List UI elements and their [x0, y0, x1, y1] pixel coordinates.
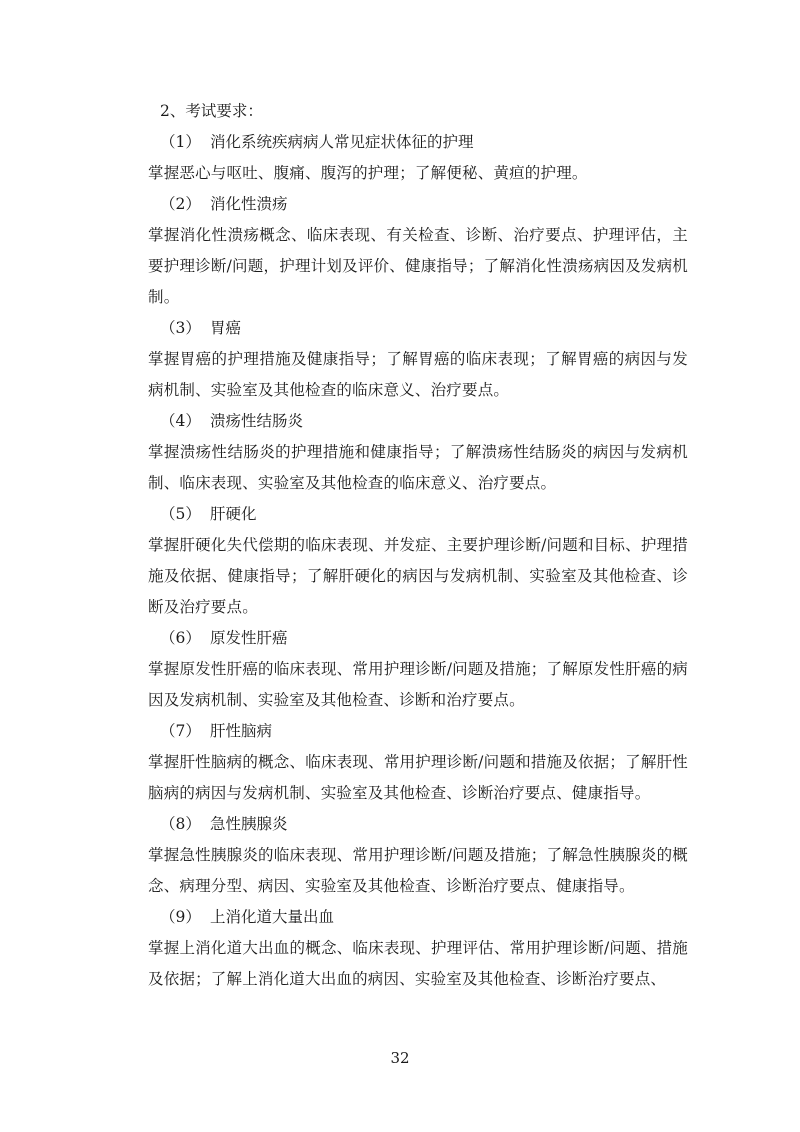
- subsection-title: 肝性脑病: [210, 722, 273, 740]
- subsection-title: 急性胰腺炎: [210, 815, 288, 833]
- subsection-heading-2: [148, 189, 688, 220]
- subsection-number: （4）: [160, 412, 201, 430]
- document-body: [148, 96, 688, 995]
- subsection-paragraph-1: 掌握恶心与呕吐、腹痛、腹泻的护理；了解便秘、黄疸的护理。: [148, 164, 588, 182]
- subsection-paragraph-2: 掌握消化性溃疡概念、临床表现、有关检查、诊断、治疗要点、护理评估，主要护理诊断/问题，护理计划及评价、健康指导；了解消化性溃疡病因及发病机制。: [148, 226, 688, 306]
- subsection-number: （2）: [160, 195, 201, 213]
- subsection-title: 溃疡性结肠炎: [210, 412, 304, 430]
- subsection-paragraph-8: 掌握急性胰腺炎的临床表现、常用护理诊断/问题及措施；了解急性胰腺炎的概念、病理分型、病因、实验室及其他检查、诊断治疗要点、健康指导。: [148, 846, 688, 895]
- subsection-title: 原发性肝癌: [210, 629, 288, 647]
- subsection-heading-5: [148, 499, 688, 530]
- subsection-heading-3: [148, 313, 688, 344]
- page-number: 32: [390, 1049, 410, 1067]
- subsection-paragraph-4: 掌握溃疡性结肠炎的护理措施和健康指导；了解溃疡性结肠炎的病因与发病机制、临床表现、实验室及其他检查的临床意义、治疗要点。: [148, 443, 688, 492]
- subsection-title: 胃癌: [210, 319, 242, 337]
- subsection-number: （3）: [160, 319, 201, 337]
- subsection-heading-9: [148, 902, 688, 933]
- subsection-paragraph-6: 掌握原发性肝癌的临床表现、常用护理诊断/问题及措施；了解原发性肝癌的病因及发病机制、实验室及其他检查、诊断和治疗要点。: [148, 660, 688, 709]
- subsection-title: 肝硬化: [210, 505, 257, 523]
- subsection-number: （9）: [160, 908, 201, 926]
- subsection-number: （1）: [160, 133, 201, 151]
- subsection-heading-7: [148, 716, 688, 747]
- subsection-number: （8）: [160, 815, 201, 833]
- subsection-paragraph-3: 掌握胃癌的护理措施及健康指导；了解胃癌的临床表现；了解胃癌的病因与发病机制、实验室及其他检查的临床意义、治疗要点。: [148, 350, 688, 399]
- subsection-paragraph-7: 掌握肝性脑病的概念、临床表现、常用护理诊断/问题和措施及依据；了解肝性脑病的病因与发病机制、实验室及其他检查、诊断治疗要点、健康指导。: [148, 753, 688, 802]
- subsection-heading-4: [148, 406, 688, 437]
- subsection-title: 消化性溃疡: [210, 195, 288, 213]
- subsection-heading-8: [148, 809, 688, 840]
- subsection-heading-1: [148, 127, 688, 158]
- subsection-paragraph-5: 掌握肝硬化失代偿期的临床表现、并发症、主要护理诊断/问题和目标、护理措施及依据、健康指导；了解肝硬化的病因与发病机制、实验室及其他检查、诊断及治疗要点。: [148, 536, 688, 616]
- subsection-paragraph-9: 掌握上消化道大出血的概念、临床表现、护理评估、常用护理诊断/问题、措施及依据；了解上消化道大出血的病因、实验室及其他检查、诊断治疗要点、: [148, 939, 688, 988]
- section-heading: 2、考试要求：: [160, 102, 263, 120]
- subsection-number: （7）: [160, 722, 201, 740]
- subsection-title: 消化系统疾病病人常见症状体征的护理: [210, 133, 474, 151]
- subsection-number: （5）: [160, 505, 201, 523]
- subsection-title: 上消化道大量出血: [210, 908, 335, 926]
- subsection-heading-6: [148, 623, 688, 654]
- subsection-number: （6）: [160, 629, 201, 647]
